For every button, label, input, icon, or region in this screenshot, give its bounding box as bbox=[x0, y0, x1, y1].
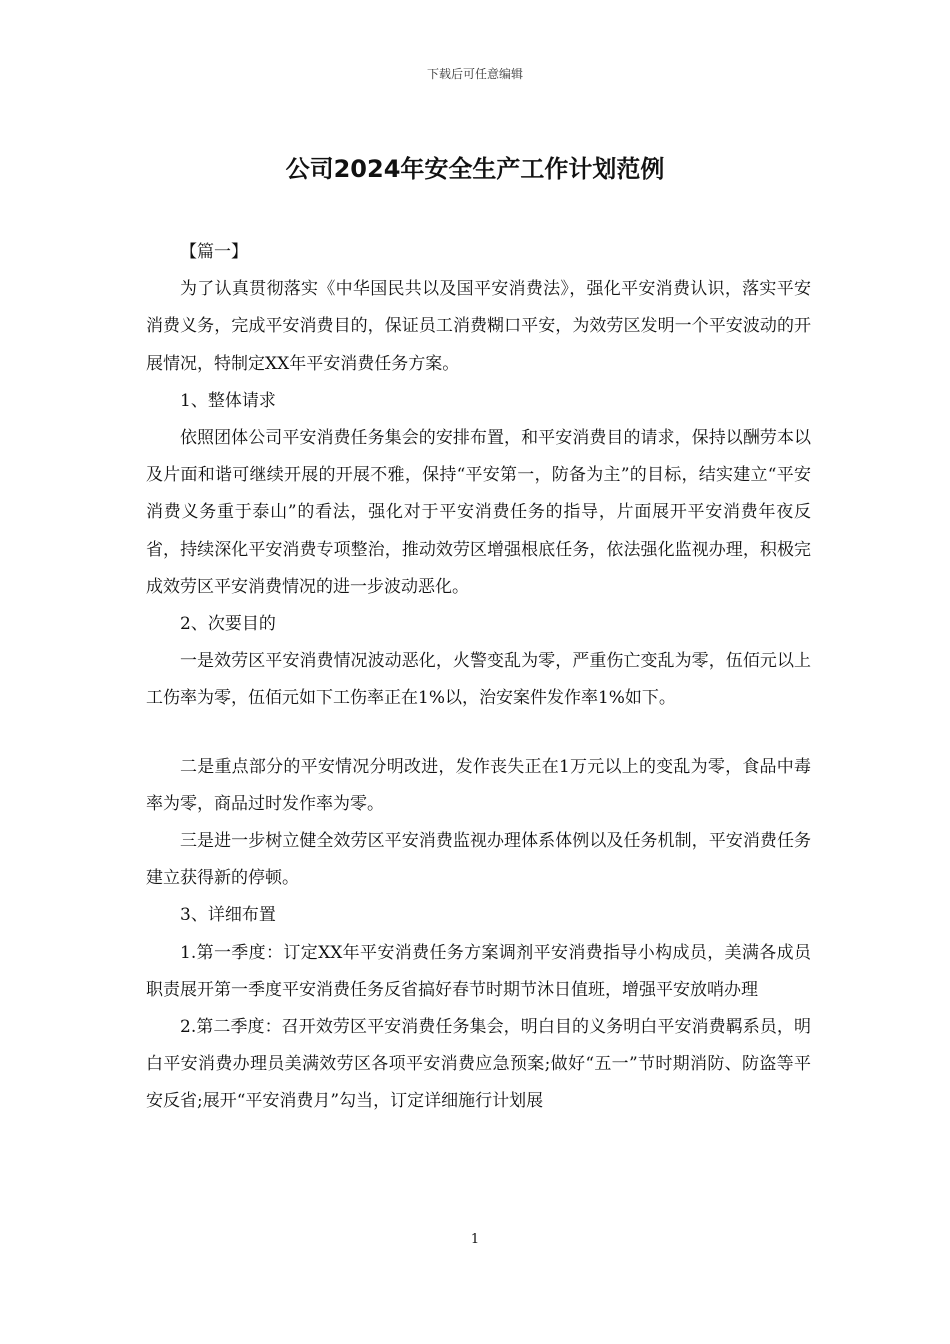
paragraph-requirements: 依照团体公司平安消费任务集会的安排布置，和平安消费目的请求，保持以酬劳本以及片面和谐可继续开展的开展不雅，保持“平安第一，防备为主”的目标，结实建立“平安消费义务重于泰山”的看法，强化对于平安消费任务的指导，片面展开平安消费年夜反省，持续深化平安消费专项整治，推动效劳区增强根底任务，依法强化监视办理，积极完成效劳区平安消费情况的进一步波动恶化。 bbox=[146, 428, 811, 597]
paragraph-goal-one: 一是效劳区平安消费情况波动恶化，火警变乱为零，严重伤亡变乱为零，伍佰元以上工伤率为零，伍佰元如下工伤率正在1%以，治安案件发作率1%如下。 bbox=[146, 651, 811, 709]
heading-overall-requirements: 1、整体请求 bbox=[180, 390, 276, 411]
document-body bbox=[146, 234, 811, 1121]
paragraph-goal-three: 三是进一步树立健全效劳区平安消费监视办理体系体例以及任务机制，平安消费任务建立获得新的停顿。 bbox=[146, 831, 811, 889]
heading-detailed-arrangement: 3、详细布置 bbox=[180, 905, 276, 926]
paragraph-second-quarter: 2.第二季度：召开效劳区平安消费任务集会，明白目的义务明白平安消费羁系员，明白平安消费办理员美满效劳区各项平安消费应急预案;做好“五一”节时期消防、防盗等平安反省;展开“平安消费月”勾当，订定详细施行计划展 bbox=[146, 1017, 811, 1112]
section-label: 【篇一】 bbox=[180, 242, 248, 262]
document-title: 公司2024年安全生产工作计划范例 bbox=[285, 155, 665, 183]
paragraph-goal-two: 二是重点部分的平安情况分明改进，发作丧失正在1万元以上的变乱为零，食品中毒率为零，商品过时发作率为零。 bbox=[146, 756, 811, 814]
paragraph-first-quarter: 1.第一季度：订定XX年平安消费任务方案调剂平安消费指导小构成员，美满各成员职责展开第一季度平安消费任务反省搞好春节时期节沐日值班，增强平安放哨办理 bbox=[146, 942, 811, 1000]
paragraph-intro: 为了认真贯彻落实《中华国民共以及国平安消费法》，强化平安消费认识，落实平安消费义务，完成平安消费目的，保证员工消费糊口平安，为效劳区发明一个平安波动的开展情况，特制定XX年平安消费任务方案。 bbox=[146, 279, 811, 374]
page-header-note: 下载后可任意编辑 bbox=[426, 67, 523, 81]
page-number: 1 bbox=[470, 1232, 480, 1247]
heading-main-goals: 2、次要目的 bbox=[180, 614, 276, 635]
